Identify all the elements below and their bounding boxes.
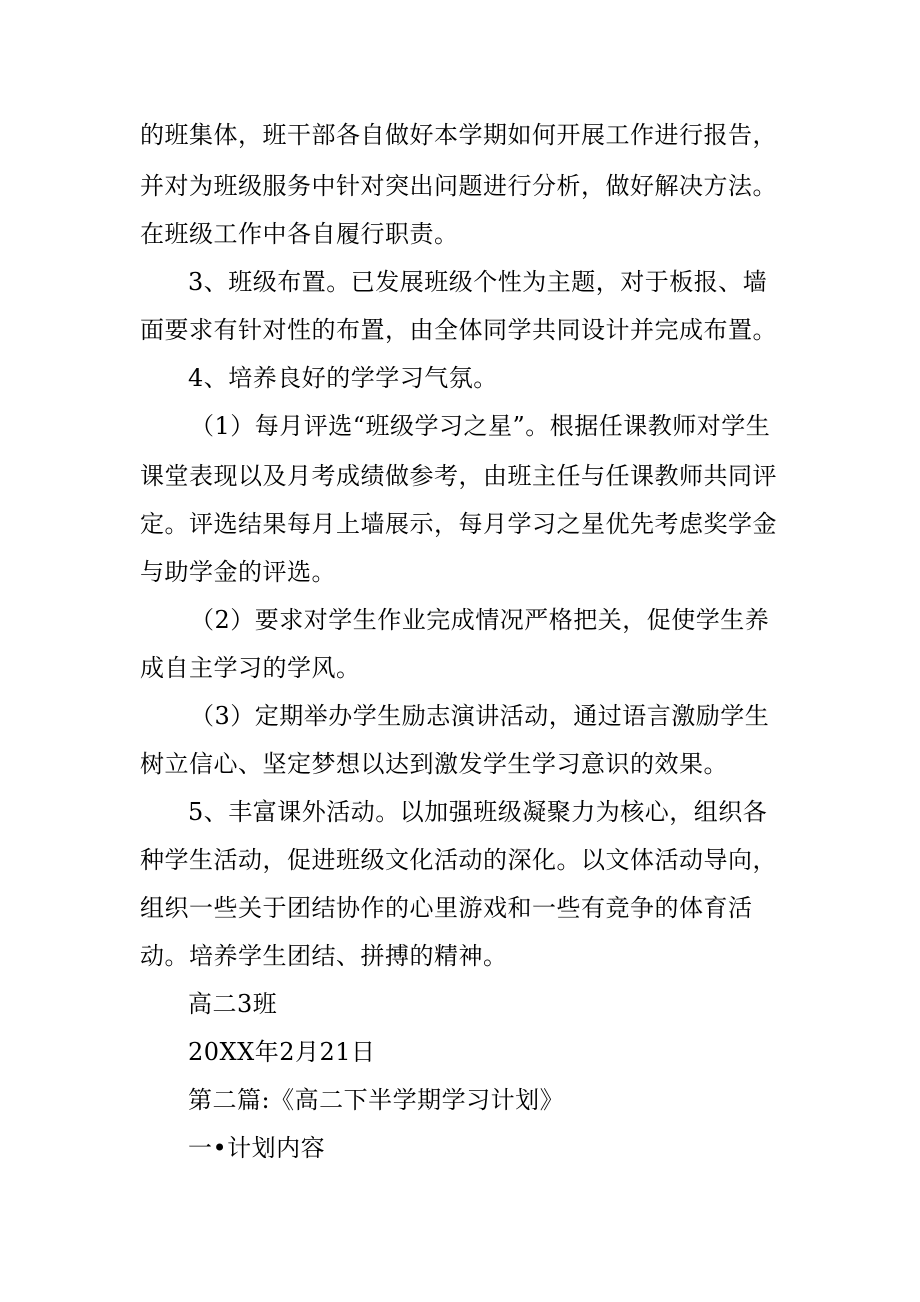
paragraph-line: 树立信心、坚定梦想以达到激发学生学习意识的效果。 xyxy=(140,750,728,778)
date-line: 20XX年2月21日 xyxy=(188,1038,376,1066)
paragraph-line: 的班集体，班干部各自做好本学期如何开展工作进行报告， xyxy=(140,121,777,149)
section-heading: 第二篇:《高二下半学期学习计划》 xyxy=(188,1086,565,1114)
paragraph-line: 定。评选结果每月上墙展示，每月学习之星优先考虑奖学金 xyxy=(140,510,777,538)
paragraph-line: （3）定期举办学生励志演讲活动，通过语言激励学生 xyxy=(190,702,770,730)
class-signature: 高二3班 xyxy=(188,990,278,1018)
paragraph-line: 组织一些关于团结协作的心里游戏和一些有竞争的体育活 xyxy=(140,894,753,922)
paragraph-line: 面要求有针对性的布置，由全体同学共同设计并完成布置。 xyxy=(140,316,777,344)
paragraph-line: （2）要求对学生作业完成情况严格把关，促使学生养 xyxy=(190,606,770,634)
paragraph-line: 4、培养良好的学学习气氛。 xyxy=(188,364,498,392)
paragraph-line: （1）每月评选“班级学习之星”。根据任课教师对学生 xyxy=(190,412,771,440)
paragraph-line: 3、班级布置。已发展班级个性为主题，对于板报、墙 xyxy=(188,268,768,296)
paragraph-line: 种学生活动，促进班级文化活动的深化。以文体活动导向， xyxy=(140,846,777,874)
paragraph-line: 成自主学习的学风。 xyxy=(140,654,361,682)
paragraph-line: 与助学金的评选。 xyxy=(140,558,336,586)
paragraph-line: 课堂表现以及月考成绩做参考，由班主任与任课教师共同评 xyxy=(140,462,777,490)
subsection-heading: 一•计划内容 xyxy=(188,1134,326,1162)
paragraph-line: 并对为班级服务中针对突出问题进行分析，做好解决方法。 xyxy=(140,172,777,200)
paragraph-line: 动。培养学生团结、拼搏的精神。 xyxy=(140,942,508,970)
paragraph-line: 5、丰富课外活动。以加强班级凝聚力为核心，组织各 xyxy=(188,798,768,826)
paragraph-line: 在班级工作中各自履行职责。 xyxy=(140,220,459,248)
